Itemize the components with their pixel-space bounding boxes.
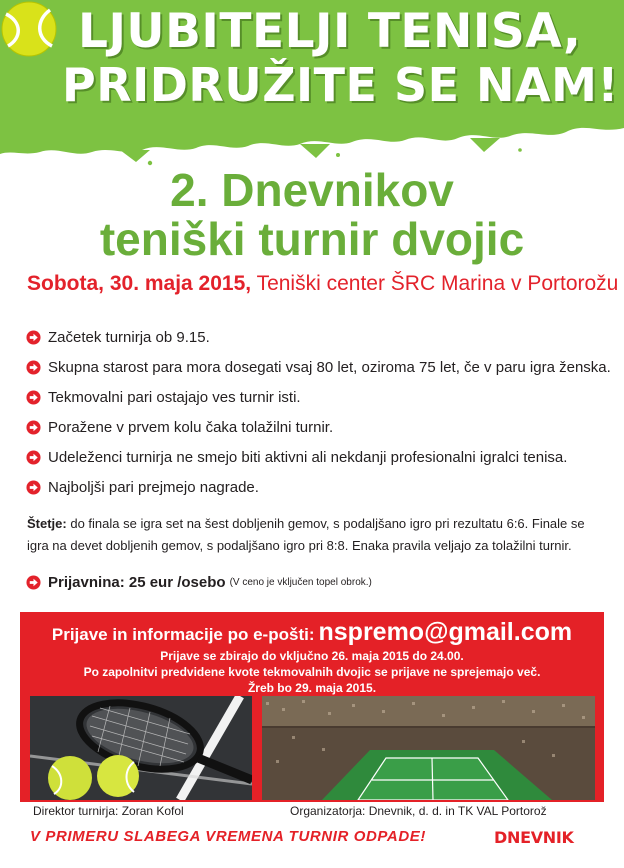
- list-item: [26, 322, 606, 352]
- fee-note: (V ceno je vključen topel obrok.): [229, 577, 372, 588]
- arrow-right-circle-icon: [26, 330, 41, 345]
- scoring-rules: [27, 513, 602, 557]
- rules-list: [26, 322, 611, 502]
- list-item-text: Poražene v prvem kolu čaka tolažilni turnir.: [48, 418, 334, 436]
- list-item: [26, 472, 606, 502]
- weather-warning: V PRIMERU SLABEGA VREMENA TURNIR ODPADE!: [30, 828, 426, 845]
- arrow-right-circle-icon: [26, 480, 41, 495]
- arrow-right-circle-icon: [26, 390, 41, 405]
- stadium-crowd-image: [262, 696, 595, 800]
- list-item: [26, 442, 606, 472]
- scoring-text: do finala se igra set na šest dobljenih gemov, s podaljšano igro pri rezultatu 6:6. Finale se igra na devet dobljenih gemov, s podaljšano igro pri 8:8. Enaka pravila veljajo za tolažilni turnir.: [27, 516, 585, 553]
- banner-line-1: LJUBITELJI TENISA,: [78, 4, 582, 59]
- contact-email[interactable]: nspremo@gmail.com: [318, 618, 573, 646]
- tennis-ball-icon: [0, 0, 58, 58]
- organizers: Organizatorja: Dnevnik, d. d. in TK VAL Portorož: [290, 804, 547, 818]
- list-item-text: Skupna starost para mora dosegati vsaj 80 let, oziroma 75 let, če v paru igra ženska.: [48, 358, 611, 376]
- registration-deadline: Prijave se zbirajo do vključno 26. maja 2015 do 24.00.: [160, 649, 464, 663]
- arrow-right-circle-icon: [26, 360, 41, 375]
- racket-and-balls-image: [30, 696, 252, 800]
- list-item-text: Najboljši pari prejmejo nagrade.: [48, 478, 259, 496]
- contact-line: [20, 618, 604, 647]
- arrow-right-circle-icon: [26, 575, 41, 590]
- list-item-text: Tekmovalni pari ostajajo ves turnir isti.: [48, 388, 301, 406]
- list-item: [26, 382, 606, 412]
- dnevnik-logo: DNEVNIK: [494, 828, 574, 847]
- arrow-right-circle-icon: [26, 450, 41, 465]
- header-banner: [0, 0, 624, 168]
- entry-fee: [26, 574, 372, 591]
- event-title-line-1: 2. Dnevnikov: [170, 164, 454, 216]
- list-item-text: Udeleženci turnirja ne smejo biti aktivni ali nekdanji profesionalni igralci tenisa.: [48, 448, 568, 466]
- event-title-line-2: teniški turnir dvojic: [99, 213, 525, 265]
- arrow-right-circle-icon: [26, 420, 41, 435]
- banner-line-2: PRIDRUŽITE SE NAM!: [62, 58, 619, 112]
- list-item: [26, 412, 606, 442]
- fee-label: Prijavnina: 25 eur /osebo: [48, 574, 226, 591]
- registration-quota-note: Po zapolnitvi predvidene kvote tekmovalnih dvojic se prijave ne sprejemajo več.: [83, 665, 541, 679]
- tournament-director: Direktor turnirja: Zoran Kofol: [33, 804, 184, 818]
- date-venue-line: [27, 272, 618, 296]
- scoring-label: Štetje:: [27, 516, 67, 531]
- contact-label: Prijave in informacije po e-pošti:: [51, 625, 315, 644]
- event-date: Sobota, 30. maja 2015,: [27, 272, 252, 295]
- draw-date: Žreb bo 29. maja 2015.: [247, 681, 377, 695]
- registration-box: [20, 612, 604, 802]
- list-item-text: Začetek turnirja ob 9.15.: [48, 328, 210, 346]
- list-item: [26, 352, 611, 382]
- event-venue: Teniški center ŠRC Marina v Portorožu: [251, 272, 619, 295]
